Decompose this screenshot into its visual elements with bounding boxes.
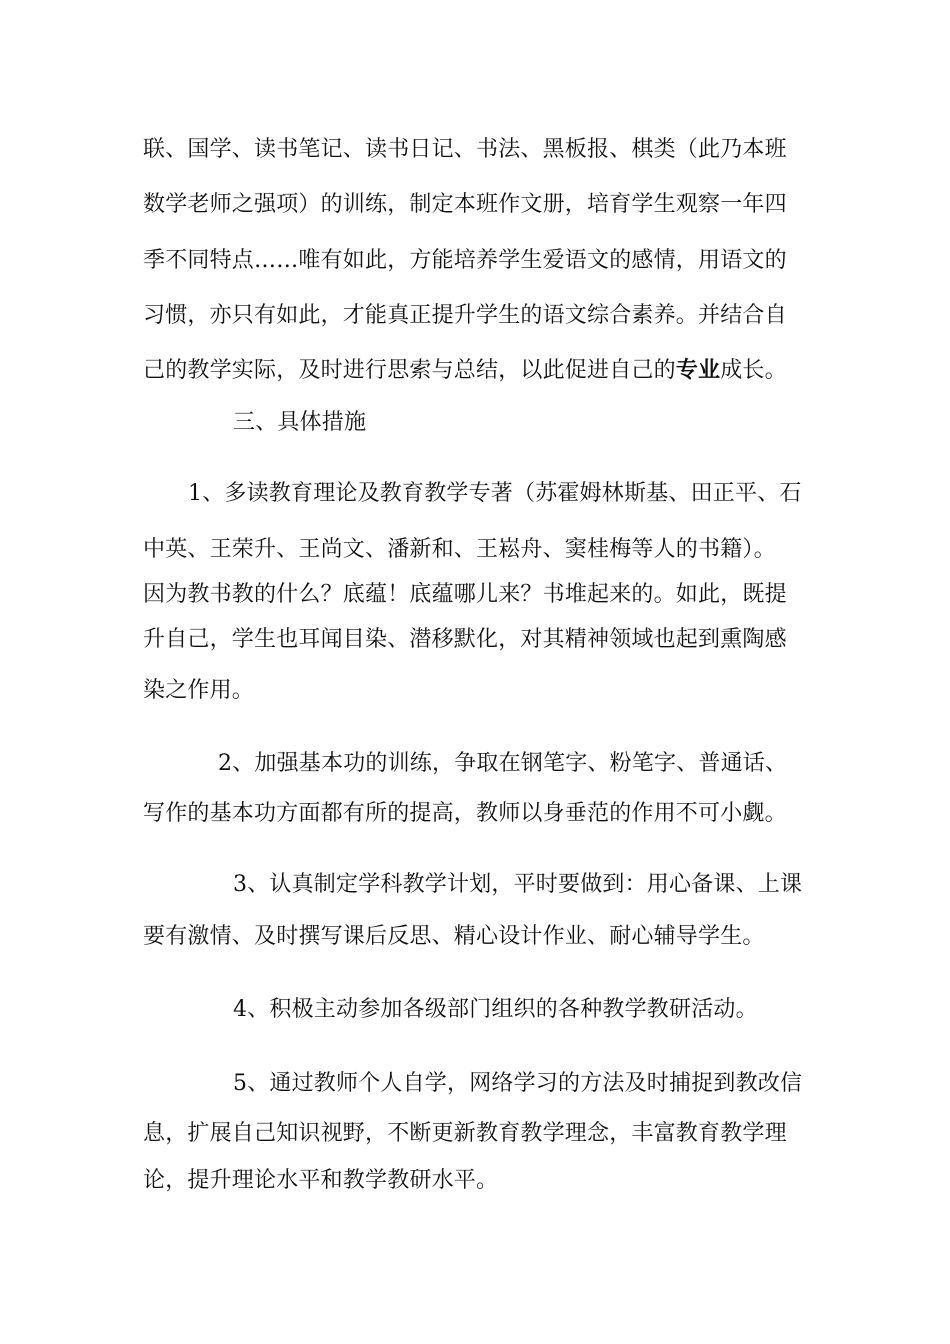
item2-line-1: 2、加强基本功的训练，争取在钢笔字、粉笔字、普通话、 (218, 751, 788, 776)
intro-line-2: 数学老师之强项）的训练，制定本班作文册，培育学生观察一年四 (143, 192, 787, 217)
item1-line-2: 中英、王荣升、王尚文、潘新和、王崧舟、窦桂梅等人的书籍）。 (143, 537, 776, 562)
intro-line-4: 习惯，亦只有如此，才能真正提升学生的语文综合素养。并结合自 (143, 303, 787, 328)
item5-line-2: 息，扩展自己知识视野，不断更新教育教学理念，丰富教育教学理 (143, 1121, 787, 1146)
intro-line-5-bold: 专业 (675, 358, 721, 383)
intro-line-1: 联、国学、读书笔记、读书日记、书法、黑板报、棋类（此乃本班 (143, 137, 787, 162)
item1-line-3: 因为教书教的什么？底蕴！底蕴哪儿来？书堆起来的。如此，既提 (143, 582, 787, 607)
item1-line-4: 升自己，学生也耳闻目染、潜移默化，对其精神领域也起到熏陶感 (143, 627, 787, 652)
section-heading: 三、具体措施 (233, 410, 367, 435)
item5-line-1: 5、通过教师个人自学，网络学习的方法及时捕捉到教改信 (233, 1071, 803, 1096)
intro-line-3: 季不同特点……唯有如此，方能培养学生爱语文的感情，用语文的 (143, 248, 787, 273)
intro-line-5-after: 成长。 (720, 358, 787, 383)
intro-line-5-before: 己的教学实际，及时进行思索与总结，以此促进自己的 (143, 358, 676, 383)
item3-line-1: 3、认真制定学科教学计划，平时要做到：用心备课、上课 (233, 872, 803, 897)
item1-line-5: 染之作用。 (143, 678, 255, 703)
item1-line-1: 1、多读教育理论及教育教学专著（苏霍姆林斯基、田正平、石 (188, 481, 802, 506)
item2-line-2: 写作的基本功方面都有所的提高，教师以身垂范的作用不可小觑。 (143, 801, 787, 826)
item4-line-1: 4、积极主动参加各级部门组织的各种教学教研活动。 (233, 997, 758, 1022)
item3-line-2: 要有激情、及时撰写课后反思、精心设计作业、耐心辅导学生。 (143, 924, 765, 949)
item5-line-3: 论，提升理论水平和教学教研水平。 (143, 1168, 499, 1193)
intro-line-5 (143, 356, 823, 386)
